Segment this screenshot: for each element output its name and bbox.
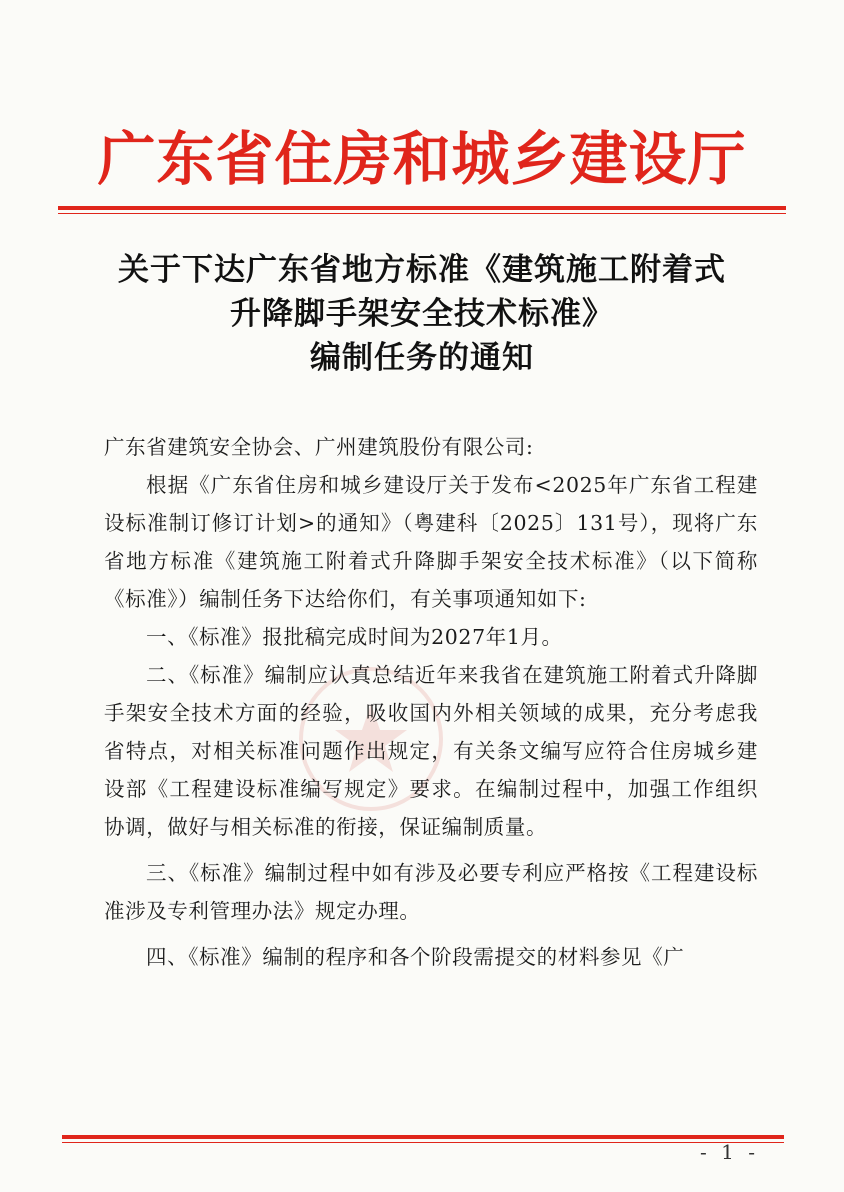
paragraph-item-2: 二、《标准》编制应认真总结近年来我省在建筑施工附着式升降脚手架安全技术方面的经验，吸收国内外相关领域的成果，充分考虑我省特点，对相关标准问题作出规定，有关条文编写应符合住房城乡建设部《工程建设标准编写规定》要求。在编制过程中，加强工作组织协调，做好与相关标准的衔接，保证编制质量。 xyxy=(104,663,758,839)
paragraph-item-1: 一、《标准》报批稿完成时间为2027年1月。 xyxy=(146,625,563,649)
document-body xyxy=(104,428,758,976)
paragraph-intro: 根据《广东省住房和城乡建设厅关于发布<2025年广东省工程建设标准制订修订计划>的通知》（粤建科〔2025〕131号），现将广东省地方标准《建筑施工附着式升降脚手架安全技术标准》（以下简称《标准》）编制任务下达给你们，有关事项通知如下: xyxy=(104,473,758,611)
document-title xyxy=(60,248,784,380)
addressee: 广东省建筑安全协会、广州建筑股份有限公司: xyxy=(104,435,534,459)
footer-red-rule xyxy=(62,1135,784,1139)
header-red-rule xyxy=(58,206,786,210)
title-line-2: 升降脚手架安全技术标准》 xyxy=(230,296,614,332)
title-line-1: 关于下达广东省地方标准《建筑施工附着式 xyxy=(118,252,726,288)
footer-red-rule-thin xyxy=(62,1142,784,1143)
agency-header: 广东省住房和城乡建设厅 xyxy=(97,125,747,193)
title-line-3: 编制任务的通知 xyxy=(310,340,534,376)
paragraph-item-4: 四、《标准》编制的程序和各个阶段需提交的材料参见《广 xyxy=(146,945,685,969)
header-red-rule-thin xyxy=(58,213,786,214)
page-number: - 1 - xyxy=(700,1140,759,1164)
paragraph-item-3: 三、《标准》编制过程中如有涉及必要专利应严格按《工程建设标准涉及专利管理办法》规定办理。 xyxy=(104,861,758,923)
